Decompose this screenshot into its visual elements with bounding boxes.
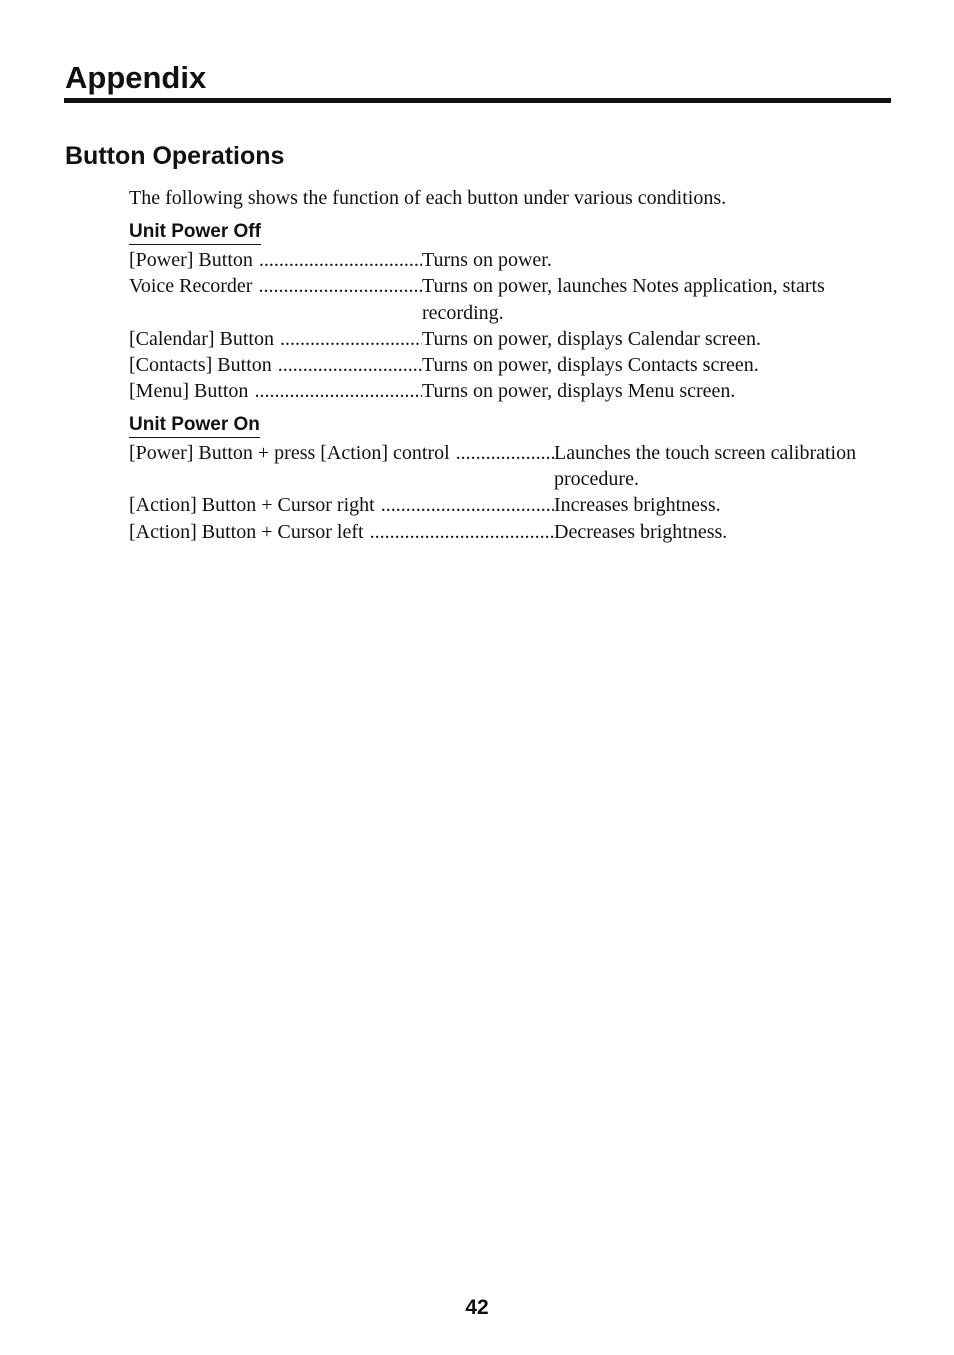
entry-term: Voice Recorder	[129, 275, 253, 298]
entry-description: Turns on power.	[422, 249, 552, 271]
chapter-rule	[64, 98, 891, 103]
entry-description: Launches the touch screen calibration procedure.	[554, 441, 857, 491]
dot-leader	[272, 352, 422, 378]
dot-leader	[364, 519, 554, 545]
unit-power-on-list	[129, 440, 889, 545]
entry-description: Turns on power, launches Notes application, starts recording.	[422, 275, 825, 324]
list-item	[129, 326, 889, 352]
entry-term: [Contacts] Button	[129, 354, 272, 377]
entry-term: [Calendar] Button	[129, 327, 274, 350]
entry-description: Decreases brightness.	[554, 520, 728, 543]
dot-leader	[253, 247, 422, 273]
list-item	[129, 378, 889, 404]
entry-description: Turns on power, displays Menu screen.	[422, 380, 736, 403]
entry-description: Increases brightness.	[554, 494, 721, 517]
entry-description: Turns on power, displays Calendar screen.	[422, 327, 761, 350]
section-body	[129, 184, 889, 545]
unit-power-on-heading: Unit Power On	[129, 413, 260, 438]
intro-text: The following shows the function of each button under various conditions.	[129, 187, 727, 209]
entry-term: [Power] Button	[129, 249, 253, 271]
dot-leader	[450, 440, 554, 493]
chapter-title: Appendix	[65, 60, 207, 95]
list-item	[129, 519, 889, 545]
list-item	[129, 247, 889, 273]
list-item	[129, 440, 889, 493]
page-number: 42	[465, 1296, 489, 1319]
dot-leader	[274, 326, 422, 352]
section-title: Button Operations	[65, 142, 285, 170]
dot-leader	[248, 378, 422, 404]
dot-leader	[375, 492, 554, 518]
entry-description: Turns on power, displays Contacts screen.	[422, 354, 759, 377]
list-item	[129, 352, 889, 378]
entry-term: [Action] Button + Cursor right	[129, 494, 375, 517]
unit-power-off-heading: Unit Power Off	[129, 220, 261, 245]
entry-term: [Power] Button + press [Action] control	[129, 441, 450, 464]
list-item	[129, 273, 889, 326]
unit-power-off-list	[129, 247, 889, 405]
entry-term: [Action] Button + Cursor left	[129, 520, 364, 543]
dot-leader	[252, 273, 422, 326]
list-item	[129, 492, 889, 518]
entry-term: [Menu] Button	[129, 380, 249, 403]
